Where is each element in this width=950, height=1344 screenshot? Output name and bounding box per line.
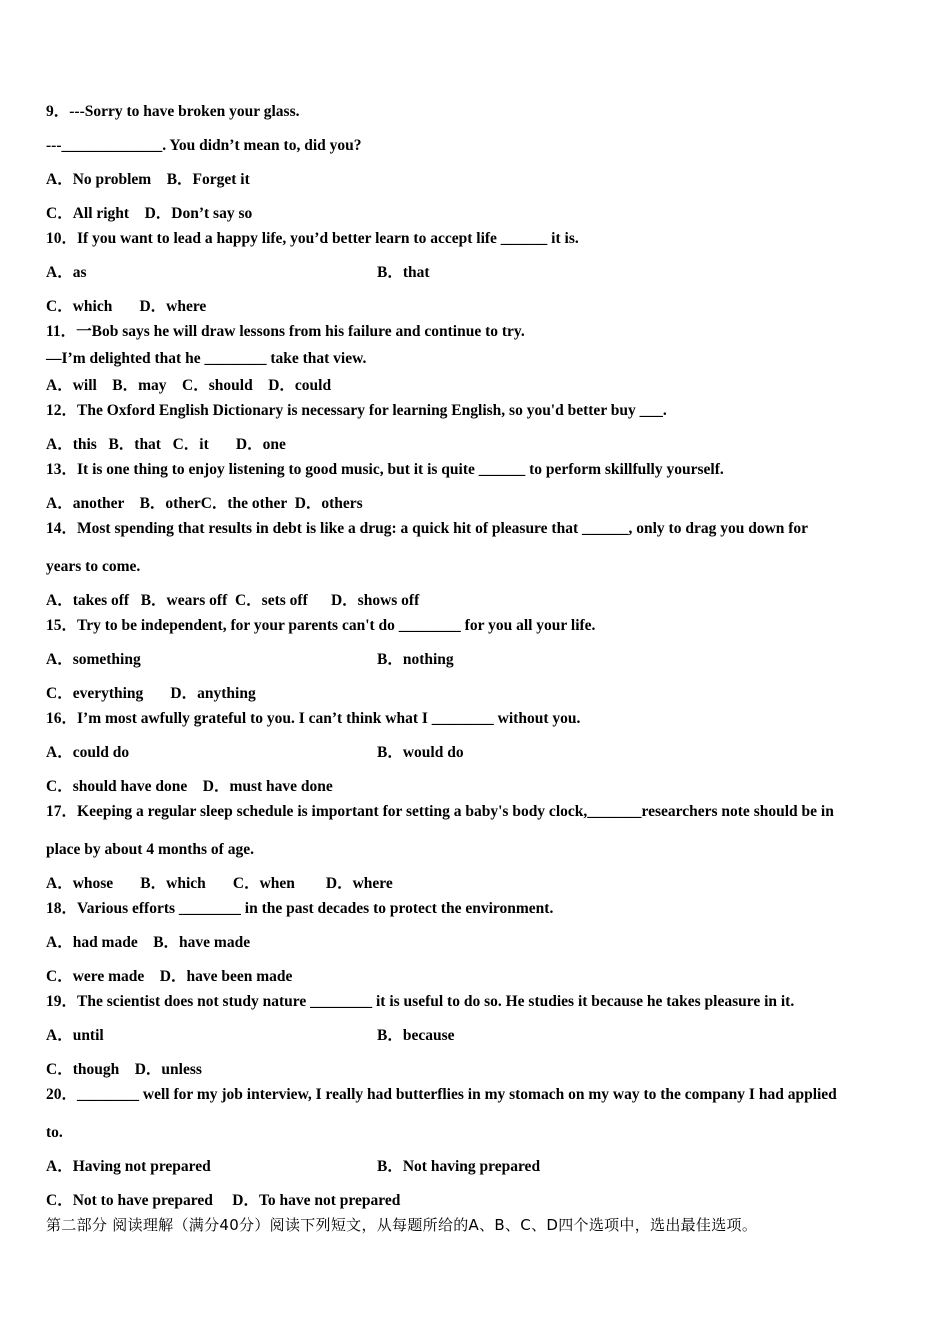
q9-options-row-1: A．No problem B．Forget it (46, 171, 250, 188)
question-number: 11． (46, 323, 77, 340)
q20-stem-2: to. (46, 1124, 63, 1141)
question-number: 14． (46, 520, 78, 537)
q13-stem: 13．It is one thing to enjoy listening to good music, but it is quite ______ to perform skillfully yourself. (46, 461, 724, 478)
q10-options-row-2: C．which D．where (46, 298, 207, 315)
q17-stem-1: 17．Keeping a regular sleep schedule is important for setting a baby's body clock,_______researchers note should be in (46, 803, 834, 820)
q20-stem-1: 20．________ well for my job interview, I really had butterflies in my stomach on my way to the company I had applied (46, 1086, 837, 1103)
q10-options-row-1: A．as B．that (46, 264, 430, 281)
question-number: 17． (46, 803, 78, 820)
q19-stem: 19．The scientist does not study nature ________ it is useful to do so. He studies it because he takes pleasure in it. (46, 993, 795, 1010)
q18-options-row-1: A．had made B．have made (46, 934, 251, 951)
q14-options: A．takes off B．wears off C．sets off D．shows off (46, 592, 420, 609)
question-number: 13． (46, 461, 78, 478)
q12-stem: 12．The Oxford English Dictionary is necessary for learning English, so you'd better buy ___. (46, 402, 667, 419)
q10-stem: 10．If you want to lead a happy life, you’d better learn to accept life ______ it is. (46, 230, 579, 247)
section-heading: 第二部分 阅读理解（满分40分）阅读下列短文，从每题所给的A、B、C、D四个选项中，选出最佳选项。 (46, 1216, 758, 1234)
q15-options-row-1: A．something B．nothing (46, 651, 454, 668)
q9-options-row-2: C．All right D．Don’t say so (46, 205, 253, 222)
q13-options: A．another B．otherC．the other D．others (46, 495, 363, 512)
q14-stem-2: years to come. (46, 558, 141, 575)
question-number: 12． (46, 402, 78, 419)
q16-options-row-2: C．should have done D．must have done (46, 778, 333, 795)
question-number: 16． (46, 710, 78, 727)
q16-stem: 16．I’m most awfully grateful to you. I can’t think what I ________ without you. (46, 710, 581, 727)
question-number: 18． (46, 900, 78, 917)
q11-options: A．will B．may C．should D．could (46, 377, 332, 394)
q11-stem-1: 11．一Bob says he will draw lessons from his failure and continue to try. (46, 323, 525, 340)
q19-options-row-2: C．though D．unless (46, 1061, 202, 1078)
q17-stem-2: place by about 4 months of age. (46, 841, 254, 858)
q20-options-row-2: C．Not to have prepared D．To have not prepared (46, 1192, 401, 1209)
question-number: 20． (46, 1086, 78, 1103)
question-number: 9． (46, 103, 70, 120)
q15-stem: 15．Try to be independent, for your parents can't do ________ for you all your life. (46, 617, 596, 634)
q17-options: A．whose B．which C．when D．where (46, 875, 393, 892)
q11-stem-2: —I’m delighted that he ________ take that view. (46, 350, 367, 367)
question-number: 10． (46, 230, 78, 247)
q9-stem-2: ---_____________. You didn’t mean to, did you? (46, 137, 362, 154)
q12-options: A．this B．that C．it D．one (46, 436, 286, 453)
question-number: 19． (46, 993, 78, 1010)
question-number: 15． (46, 617, 78, 634)
q18-stem: 18．Various efforts ________ in the past decades to protect the environment. (46, 900, 554, 917)
q9-stem-1: 9．---Sorry to have broken your glass. (46, 103, 300, 120)
q15-options-row-2: C．everything D．anything (46, 685, 256, 702)
q19-options-row-1: A．until B．because (46, 1027, 455, 1044)
q18-options-row-2: C．were made D．have been made (46, 968, 293, 985)
q14-stem-1: 14．Most spending that results in debt is like a drug: a quick hit of pleasure that ______, only to drag you down for (46, 520, 809, 537)
q20-options-row-1: A．Having not prepared B．Not having prepared (46, 1158, 541, 1175)
q16-options-row-1: A．could do B．would do (46, 744, 464, 761)
